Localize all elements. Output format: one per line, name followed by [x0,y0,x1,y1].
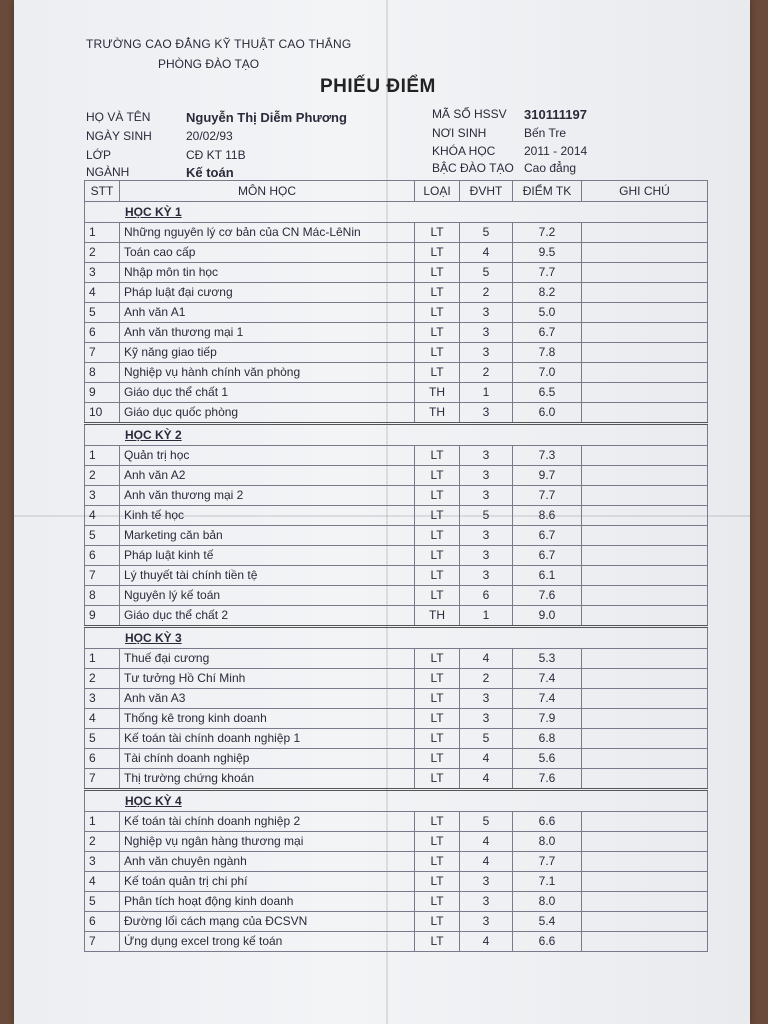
cell-subject: Kinh tế học [120,506,415,526]
cell-stt: 8 [85,363,120,383]
cell-credits: 6 [460,586,513,606]
cell-stt: 7 [85,343,120,363]
cell-note [582,223,708,243]
semester-title: HỌC KỲ 4 [85,790,708,812]
cell-stt: 6 [85,546,120,566]
cell-score: 6.5 [513,383,582,403]
cell-note [582,892,708,912]
cell-type: LT [415,669,460,689]
cell-note [582,263,708,283]
dob-label: NGÀY SINH [86,129,152,143]
cell-note [582,769,708,790]
cell-credits: 5 [460,506,513,526]
cell-credits: 5 [460,812,513,832]
cell-score: 7.6 [513,769,582,790]
cell-credits: 2 [460,669,513,689]
table-row [85,223,708,243]
table-row [85,383,708,403]
office-name: PHÒNG ĐÀO TẠO [158,57,260,71]
col-type: LOẠI [415,181,460,202]
table-row [85,669,708,689]
cell-type: LT [415,566,460,586]
cell-type: LT [415,303,460,323]
cell-note [582,323,708,343]
cell-score: 6.7 [513,526,582,546]
cell-note [582,403,708,424]
table-row [85,769,708,790]
cell-note [582,506,708,526]
cell-credits: 3 [460,546,513,566]
cell-score: 7.7 [513,486,582,506]
student-id: 310111197 [524,107,587,122]
cell-type: LT [415,263,460,283]
cell-subject: Toán cao cấp [120,243,415,263]
name-label: HỌ VÀ TÊN [86,110,151,124]
cell-credits: 1 [460,606,513,627]
document-title: PHIẾU ĐIỂM [320,76,436,97]
table-row [85,649,708,669]
cell-type: LT [415,872,460,892]
cell-subject: Phân tích hoạt động kinh doanh [120,892,415,912]
cell-stt: 4 [85,872,120,892]
cell-credits: 3 [460,323,513,343]
cell-type: TH [415,383,460,403]
cell-score: 5.3 [513,649,582,669]
table-row [85,892,708,912]
cell-type: LT [415,506,460,526]
cell-subject: Tài chính doanh nghiệp [120,749,415,769]
cell-score: 7.7 [513,852,582,872]
cell-type: LT [415,649,460,669]
cell-score: 7.8 [513,343,582,363]
cell-subject: Thống kê trong kinh doanh [120,709,415,729]
cell-score: 5.0 [513,303,582,323]
cell-subject: Ứng dụng excel trong kế toán [120,932,415,952]
cell-type: LT [415,709,460,729]
cell-note [582,446,708,466]
cell-credits: 4 [460,769,513,790]
cell-stt: 6 [85,323,120,343]
table-row [85,526,708,546]
cell-score: 9.5 [513,243,582,263]
cell-subject: Nhập môn tin học [120,263,415,283]
cell-score: 7.2 [513,223,582,243]
cell-score: 8.0 [513,832,582,852]
cell-stt: 7 [85,932,120,952]
birthplace-label: NƠI SINH [432,126,487,140]
cell-note [582,283,708,303]
cell-credits: 3 [460,872,513,892]
cell-subject: Lý thuyết tài chính tiền tệ [120,566,415,586]
cell-note [582,566,708,586]
cell-note [582,586,708,606]
student-dob: 20/02/93 [186,129,233,143]
cell-stt: 4 [85,283,120,303]
cell-score: 6.6 [513,932,582,952]
cell-subject: Anh văn A3 [120,689,415,709]
cell-stt: 8 [85,586,120,606]
cell-score: 7.4 [513,669,582,689]
cell-note [582,303,708,323]
cell-type: TH [415,403,460,424]
cell-subject: Giáo dục thể chất 1 [120,383,415,403]
cell-score: 6.8 [513,729,582,749]
cell-credits: 4 [460,243,513,263]
school-name: TRƯỜNG CAO ĐẲNG KỸ THUẬT CAO THẮNG [86,37,352,51]
cell-subject: Anh văn thương mại 1 [120,323,415,343]
table-row [85,606,708,627]
cell-type: LT [415,912,460,932]
cell-note [582,749,708,769]
cell-credits: 4 [460,832,513,852]
cell-credits: 5 [460,729,513,749]
cell-credits: 5 [460,223,513,243]
col-subject: MÔN HỌC [120,181,415,202]
cell-note [582,343,708,363]
cell-credits: 4 [460,749,513,769]
cell-score: 9.0 [513,606,582,627]
cell-subject: Nghiệp vụ hành chính văn phòng [120,363,415,383]
cell-type: LT [415,243,460,263]
table-row [85,323,708,343]
table-row [85,749,708,769]
cell-subject: Anh văn A2 [120,466,415,486]
cell-score: 6.7 [513,323,582,343]
col-stt: STT [85,181,120,202]
semester-title: HỌC KỲ 2 [85,424,708,446]
table-row [85,852,708,872]
cell-subject: Giáo dục quốc phòng [120,403,415,424]
cell-note [582,383,708,403]
cell-subject: Kế toán tài chính doanh nghiệp 2 [120,812,415,832]
cell-type: LT [415,363,460,383]
grades-body [85,202,708,952]
cell-stt: 1 [85,649,120,669]
student-major: Kế toán [186,165,234,180]
cell-stt: 4 [85,506,120,526]
cell-stt: 1 [85,812,120,832]
cell-subject: Nguyên lý kế toán [120,586,415,606]
cell-credits: 3 [460,446,513,466]
cell-score: 7.1 [513,872,582,892]
cell-subject: Những nguyên lý cơ bản của CN Mác-LêNin [120,223,415,243]
col-note: GHI CHÚ [582,181,708,202]
cell-stt: 2 [85,669,120,689]
id-label: MÃ SỐ HSSV [432,107,507,121]
cell-note [582,526,708,546]
cell-subject: Kỹ năng giao tiếp [120,343,415,363]
cell-stt: 4 [85,709,120,729]
student-name: Nguyễn Thị Diễm Phương [186,110,347,125]
cell-stt: 2 [85,243,120,263]
cell-score: 8.0 [513,892,582,912]
cell-credits: 1 [460,383,513,403]
cell-note [582,852,708,872]
cell-type: TH [415,606,460,627]
cell-score: 5.6 [513,749,582,769]
cell-stt: 3 [85,689,120,709]
cell-subject: Kế toán quản trị chi phí [120,872,415,892]
cell-subject: Quản trị học [120,446,415,466]
cell-type: LT [415,769,460,790]
cell-note [582,546,708,566]
cell-subject: Thị trường chứng khoán [120,769,415,790]
cell-note [582,606,708,627]
cell-score: 7.9 [513,709,582,729]
table-header-row [85,181,708,202]
cell-subject: Giáo dục thể chất 2 [120,606,415,627]
semester-header-row [85,424,708,446]
table-row [85,586,708,606]
cell-stt: 5 [85,303,120,323]
cell-subject: Anh văn thương mại 2 [120,486,415,506]
cell-note [582,689,708,709]
cell-credits: 3 [460,912,513,932]
cell-note [582,649,708,669]
cell-type: LT [415,526,460,546]
cell-score: 9.7 [513,466,582,486]
semester-title: HỌC KỲ 3 [85,627,708,649]
table-row [85,832,708,852]
cell-stt: 7 [85,769,120,790]
cell-score: 6.0 [513,403,582,424]
cell-type: LT [415,466,460,486]
cell-subject: Anh văn A1 [120,303,415,323]
cell-type: LT [415,486,460,506]
cell-credits: 3 [460,486,513,506]
table-row [85,343,708,363]
table-row [85,729,708,749]
cell-type: LT [415,832,460,852]
cell-type: LT [415,546,460,566]
table-row [85,689,708,709]
cell-credits: 3 [460,689,513,709]
cell-score: 8.6 [513,506,582,526]
cell-stt: 9 [85,606,120,627]
cell-credits: 3 [460,526,513,546]
cell-credits: 5 [460,263,513,283]
cell-type: LT [415,283,460,303]
cell-credits: 4 [460,649,513,669]
cell-type: LT [415,446,460,466]
cell-note [582,709,708,729]
table-row [85,263,708,283]
cell-type: LT [415,323,460,343]
col-credits: ĐVHT [460,181,513,202]
table-row [85,932,708,952]
cell-credits: 3 [460,303,513,323]
cell-stt: 3 [85,852,120,872]
cell-score: 5.4 [513,912,582,932]
cell-type: LT [415,852,460,872]
cell-note [582,872,708,892]
cell-note [582,486,708,506]
major-label: NGÀNH [86,165,130,179]
cell-score: 6.1 [513,566,582,586]
cell-note [582,812,708,832]
cell-type: LT [415,586,460,606]
cell-type: LT [415,749,460,769]
student-course: 2011 - 2014 [524,144,588,158]
cell-stt: 5 [85,526,120,546]
cell-note [582,932,708,952]
cell-subject: Đường lối cách mạng của ĐCSVN [120,912,415,932]
cell-subject: Thuế đại cương [120,649,415,669]
table-row [85,872,708,892]
cell-stt: 2 [85,832,120,852]
cell-stt: 6 [85,912,120,932]
cell-type: LT [415,689,460,709]
grade-sheet-paper [14,0,750,1024]
cell-stt: 3 [85,486,120,506]
cell-subject: Nghiệp vụ ngân hàng thương mại [120,832,415,852]
table-row [85,466,708,486]
semester-header-row [85,202,708,223]
cell-credits: 4 [460,932,513,952]
cell-stt: 9 [85,383,120,403]
cell-credits: 2 [460,283,513,303]
cell-subject: Marketing căn bản [120,526,415,546]
cell-credits: 3 [460,403,513,424]
table-row [85,283,708,303]
cell-stt: 2 [85,466,120,486]
cell-score: 6.6 [513,812,582,832]
table-row [85,546,708,566]
table-row [85,912,708,932]
cell-score: 6.7 [513,546,582,566]
cell-score: 7.0 [513,363,582,383]
cell-stt: 5 [85,892,120,912]
semester-title: HỌC KỲ 1 [85,202,708,223]
cell-note [582,729,708,749]
level-label: BẬC ĐÀO TẠO [432,161,514,175]
cell-stt: 1 [85,223,120,243]
cell-type: LT [415,729,460,749]
cell-credits: 4 [460,852,513,872]
table-row [85,363,708,383]
cell-score: 7.4 [513,689,582,709]
cell-score: 7.7 [513,263,582,283]
cell-credits: 3 [460,343,513,363]
cell-subject: Pháp luật đại cương [120,283,415,303]
table-row [85,486,708,506]
table-row [85,566,708,586]
cell-stt: 5 [85,729,120,749]
semester-header-row [85,790,708,812]
student-birthplace: Bến Tre [524,126,567,140]
cell-score: 7.6 [513,586,582,606]
cell-stt: 7 [85,566,120,586]
col-score: ĐIỂM TK [513,181,582,202]
cell-type: LT [415,223,460,243]
table-row [85,303,708,323]
cell-stt: 6 [85,749,120,769]
cell-credits: 3 [460,466,513,486]
cell-type: LT [415,892,460,912]
table-row [85,812,708,832]
cell-stt: 3 [85,263,120,283]
cell-stt: 1 [85,446,120,466]
cell-note [582,243,708,263]
table-row [85,709,708,729]
course-label: KHÓA HỌC [432,144,496,158]
class-label: LỚP [86,148,111,162]
cell-subject: Anh văn chuyên ngành [120,852,415,872]
cell-stt: 10 [85,403,120,424]
student-level: Cao đẳng [524,161,577,175]
grades-table [84,180,708,952]
cell-subject: Kế toán tài chính doanh nghiệp 1 [120,729,415,749]
cell-credits: 2 [460,363,513,383]
cell-credits: 3 [460,892,513,912]
cell-score: 7.3 [513,446,582,466]
table-row [85,446,708,466]
cell-note [582,832,708,852]
student-class: CĐ KT 11B [186,148,246,162]
cell-type: LT [415,812,460,832]
cell-note [582,466,708,486]
table-row [85,403,708,424]
cell-note [582,363,708,383]
cell-type: LT [415,343,460,363]
table-row [85,243,708,263]
cell-subject: Tư tưởng Hồ Chí Minh [120,669,415,689]
cell-type: LT [415,932,460,952]
cell-subject: Pháp luật kinh tế [120,546,415,566]
cell-note [582,669,708,689]
table-row [85,506,708,526]
cell-credits: 3 [460,566,513,586]
cell-note [582,912,708,932]
cell-credits: 3 [460,709,513,729]
cell-score: 8.2 [513,283,582,303]
semester-header-row [85,627,708,649]
